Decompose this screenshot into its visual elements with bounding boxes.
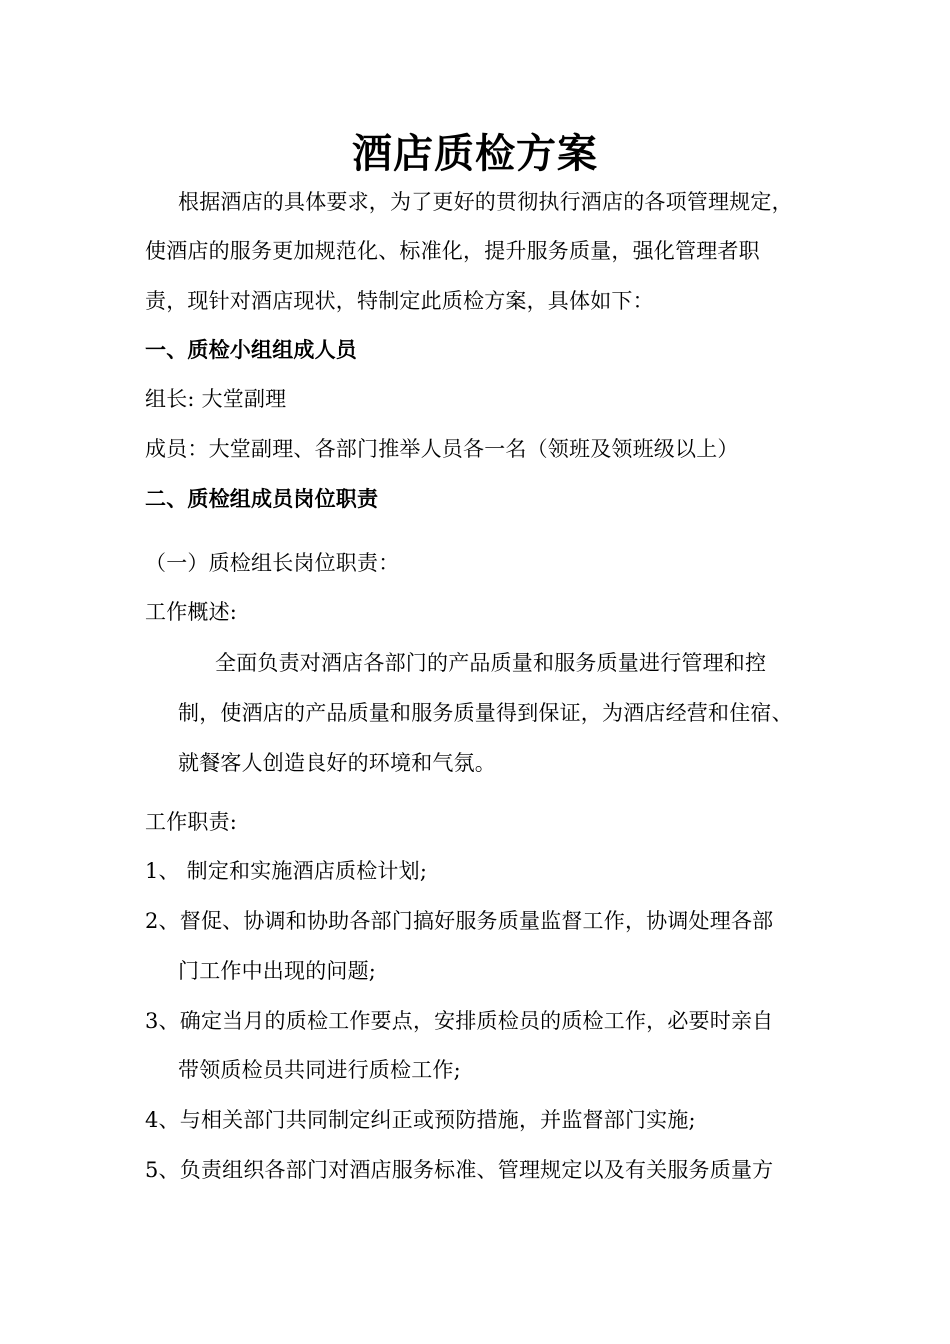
duty-item-2-cont: 门工作中出现的问题; (178, 959, 377, 983)
section-2-heading: 二、质检组成员岗位职责 (145, 486, 379, 511)
document-title: 酒店质检方案 (352, 130, 598, 177)
intro-line-2: 使酒店的服务更加规范化、标准化，提升服务质量，强化管理者职 (145, 239, 760, 263)
intro-line-3: 责，现针对酒店现状，特制定此质检方案，具体如下： (145, 289, 654, 313)
overview-line-1: 全面负责对酒店各部门的产品质量和服务质量进行管理和控 (215, 651, 767, 675)
duty-item-3: 3、确定当月的质检工作要点，安排质检员的质检工作，必要时亲自 (145, 1009, 774, 1033)
intro-line-1: 根据酒店的具体要求，为了更好的贯彻执行酒店的各项管理规定， (178, 190, 793, 214)
overview-line-2: 制，使酒店的产品质量和服务质量得到保证，为酒店经营和住宿、 (178, 701, 793, 725)
duty-item-2: 2、督促、协调和协助各部门搞好服务质量监督工作，协调处理各部 (145, 909, 774, 933)
overview-line-3: 就餐客人创造良好的环境和气氛。 (178, 751, 496, 775)
duties-label: 工作职责: (145, 810, 238, 834)
team-members-line: 成员：大堂副理、各部门推举人员各一名（领班及领班级以上） (145, 437, 739, 461)
team-leader-line: 组长: 大堂副理 (145, 387, 287, 411)
duty-item-5: 5、负责组织各部门对酒店服务标准、管理规定以及有关服务质量方 (145, 1158, 774, 1182)
section-1-heading: 一、质检小组组成人员 (145, 337, 357, 362)
duty-item-1: 1、 制定和实施酒店质检计划; (145, 859, 428, 883)
overview-label: 工作概述: (145, 600, 238, 624)
duty-item-4: 4、与相关部门共同制定纠正或预防措施，并监督部门实施; (145, 1108, 696, 1132)
subsection-1-heading: （一）质检组长岗位职责： (145, 551, 400, 575)
duty-item-3-cont: 带领质检员共同进行质检工作; (178, 1058, 461, 1082)
